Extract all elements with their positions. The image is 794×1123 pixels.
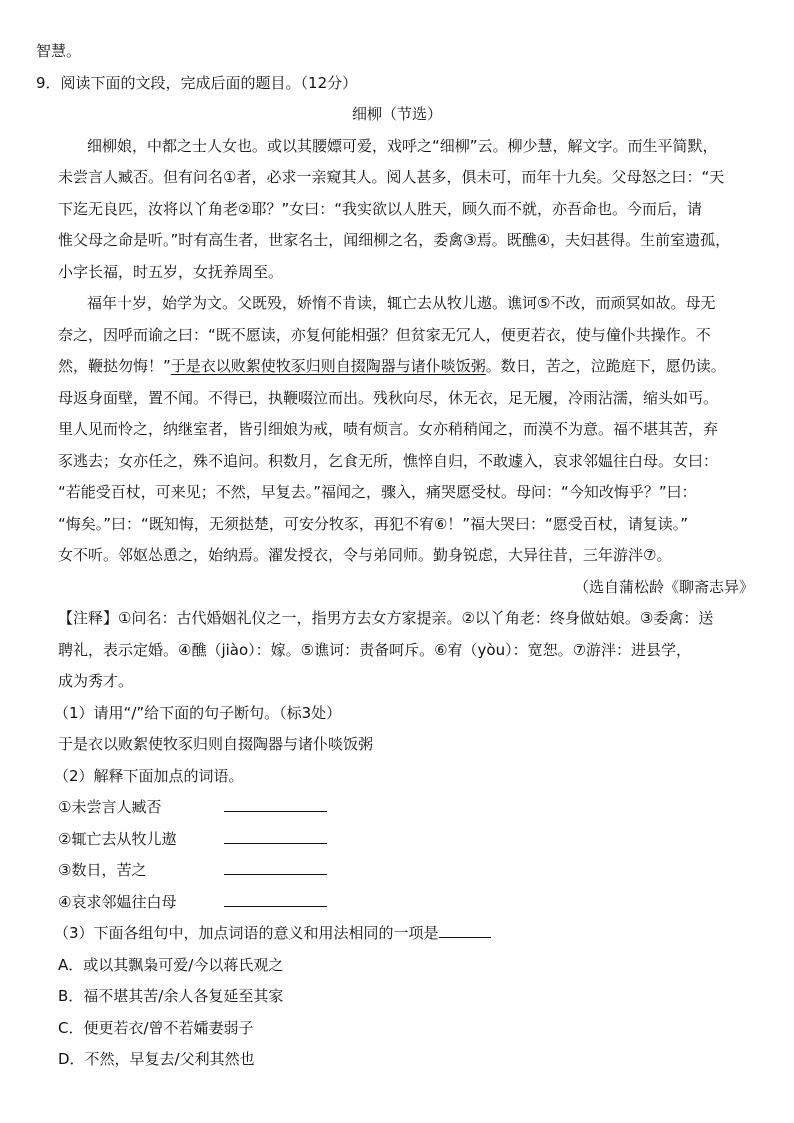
- passage-line: 下迄无良匹，汝将以丫角老②耶？”女曰：“我实欲以人胜天，顾久而不就，亦吾命也。今而后，请: [58, 200, 702, 218]
- question-2: （2）解释下面加点的词语。: [54, 767, 244, 785]
- question-2-item: [58, 792, 758, 823]
- answer-blank[interactable]: [224, 828, 327, 844]
- passage-line: 福年十岁，始学为文。父既殁，娇惰不肯读，辄亡去从牧儿遨。谯诃⑤不改，而顽冥如故。母无: [87, 294, 716, 312]
- question-2-item: [58, 824, 758, 855]
- question-1: （1）请用“/”给下面的句子断句。（标3处）: [54, 704, 342, 722]
- notes-line: 成为秀才。: [58, 672, 134, 690]
- source-citation: （选自蒲松龄《聊斋志异》: [573, 578, 754, 596]
- text-line: 智慧。: [36, 42, 82, 60]
- item-label: ②辄亡去从牧儿遨: [58, 830, 177, 848]
- passage-line: [58, 351, 758, 382]
- passage-line: “若能受百杖，可来见；不然，早复去。”福闻之，骤入，痛哭愿受杖。母问：“今知改悔乎？”曰：: [58, 483, 697, 501]
- passage-line: 女不听。邻妪怂恿之，始纳焉。濯发授衣，令与弟同师。勤身锐虑，大异往昔，三年游泮⑦。: [58, 546, 672, 564]
- passage-line: 惟父母之命是听。”时有高生者，世家名士，闻细柳之名，委禽③焉。既醮④，夫妇甚得。生前室遗孤，: [58, 231, 731, 249]
- answer-blank[interactable]: [224, 891, 327, 907]
- passage-text: 然，鞭挞勿悔！”: [58, 357, 171, 375]
- question-9-heading: 9．阅读下面的文段，完成后面的题目。（12分）: [36, 74, 358, 92]
- notes-line: 聘礼，表示定婚。④醮（jiào）：嫁。⑤谯诃：责备呵斥。⑥宥（yòu）：宽恕。⑦游泮：进县学，: [58, 641, 692, 659]
- passage-line: 母返身面壁，置不闻。不得已，执鞭啜泣而出。残秋向尽，休无衣，足无履，冷雨沾濡，缩头如丐。: [58, 389, 719, 407]
- passage-line: 里人见而怜之，纳继室者，皆引细娘为戒，啧有烦言。女亦稍稍闻之，而漠不为意。福不堪其苦，弃: [58, 420, 719, 438]
- underlined-sentence: 于是衣以败絮使牧豕归则自掇陶器与诸仆啖饭粥: [170, 357, 486, 375]
- passage-line: 未尝言人臧否。但有问名①者，必求一亲窥其人。阅人甚多，俱未可，而年十九矣。父母怒之曰：“天: [58, 168, 725, 186]
- question-1-sentence: 于是衣以败絮使牧豕归则自掇陶器与诸仆啖饭粥: [58, 735, 374, 753]
- item-label: ④哀求邻媪往白母: [58, 893, 177, 911]
- question-2-item: [58, 887, 758, 918]
- passage-line: “悔矣。”曰：“既知悔，无须挞楚，可安分牧豕，再犯不宥⑥！”福大哭曰：“愿受百杖，请复读。”: [58, 515, 689, 533]
- passage-line: 细柳娘，中都之士人女也。或以其腰嫖可爱，戏呼之“细柳”云。柳少慧，解文字。而生平简默，: [87, 137, 718, 155]
- option-d: D．不然，早复去/父利其然也: [58, 1050, 255, 1068]
- passage-line: 小字长福，时五岁，女抚养周至。: [58, 263, 284, 281]
- item-label: ①未尝言人臧否: [58, 798, 162, 816]
- item-label: ③数日，苦之: [58, 861, 147, 879]
- passage-title: 细柳（节选）: [351, 105, 442, 123]
- option-b: B．福不堪其苦/余人各复延至其家: [58, 987, 284, 1005]
- answer-blank[interactable]: [224, 859, 327, 875]
- option-a: A．或以其飘枭可爱/今以蒋氏观之: [58, 956, 284, 974]
- answer-blank[interactable]: [439, 922, 491, 938]
- option-c: C．便更若衣/曾不若孀妻弱子: [58, 1019, 254, 1037]
- question-2-item: [58, 855, 758, 886]
- passage-text: 。数日，苦之，泣跪庭下，愿仍读。: [485, 357, 726, 375]
- question-3-text: （3）下面各组句中，加点词语的意义和用法相同的一项是: [54, 924, 439, 942]
- notes-line: 【注释】①问名：古代婚姻礼仪之一，指男方去女方家提亲。②以丫角老：终身做姑娘。③委禽：送: [58, 609, 714, 627]
- answer-blank[interactable]: [224, 796, 327, 812]
- question-3: [54, 918, 758, 949]
- passage-line: 豕逃去；女亦任之，殊不追问。积数月，乞食无所，憔悴自归，不敢遽入，哀求邻媪往白母。女曰：: [58, 452, 719, 470]
- passage-line: 奈之，因呼而谕之曰：“既不愿读，亦复何能相强？但贫家无冗人，便更若衣，使与僮仆共操作。不: [58, 326, 711, 344]
